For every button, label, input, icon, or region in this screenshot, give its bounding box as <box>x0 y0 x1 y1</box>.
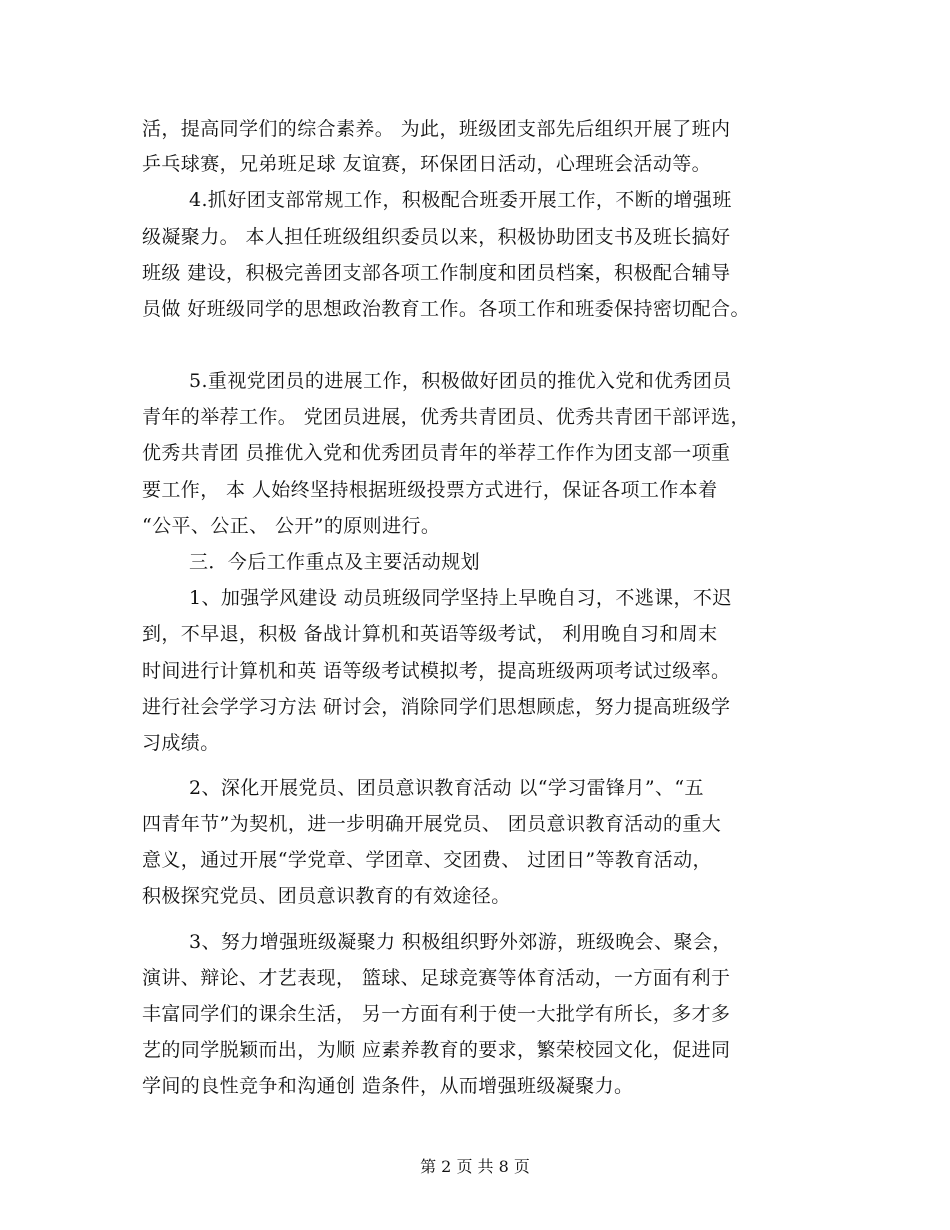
body-line: 到，不早退，积极 备战计算机和英语等级考试， 利用晚自习和周末 <box>142 623 718 645</box>
body-line: 艺的同学脱颖而出，为顺 应素养教育的要求，繁荣校园文化，促进同 <box>142 1039 731 1061</box>
body-line: 优秀共青团 员推优入党和优秀团员青年的举荐工作作为团支部一项重 <box>142 442 731 464</box>
body-line: 活，提高同学们的综合素养。 为此，班级团支部先后组织开展了班内 <box>142 118 731 140</box>
body-line: 进行社会学学习方法 研讨会，消除同学们思想顾虑，努力提高班级学 <box>142 696 731 718</box>
body-line: 4.抓好团支部常规工作，积极配合班委开展工作，不断的增强班 <box>189 189 732 211</box>
body-line: 员做 好班级同学的思想政治教育工作。各项工作和班委保持密切配合。 <box>142 298 750 320</box>
body-line: 乒乓球赛，兄弟班足球 友谊赛，环保团日活动，心理班会活动等。 <box>142 153 712 175</box>
body-line: 要工作， 本 人始终坚持根据班级投票方式进行，保证各项工作本着 <box>142 479 718 501</box>
body-line: 学间的良性竞争和沟通创 造条件，从而增强班级凝聚力。 <box>142 1075 634 1097</box>
page-number-footer: 第 2 页 共 8 页 <box>420 1157 530 1176</box>
body-line: 演讲、辩论、才艺表现， 篮球、足球竞赛等体育活动，一方面有利于 <box>142 967 731 989</box>
body-line: 积极探究党员、团员意识教育的有效途径。 <box>142 885 511 907</box>
body-line: 青年的举荐工作。 党团员进展，优秀共青团员、优秀共青团干部评选， <box>142 406 750 428</box>
body-line: “公平、公正、 公开”的原则进行。 <box>142 515 441 537</box>
body-line: 丰富同学们的课余生活， 另一方面有利于使一大批学有所长，多才多 <box>142 1003 731 1025</box>
body-line: 5.重视党团员的进展工作，积极做好团员的推优入党和优秀团员 <box>189 370 732 392</box>
body-line: 习成绩。 <box>142 732 220 754</box>
body-line: 时间进行计算机和英 语等级考试模拟考，提高班级两项考试过级率。 <box>142 660 731 682</box>
body-line: 2、深化开展党员、团员意识教育活动 以“学习雷锋月”、“五 <box>189 777 704 799</box>
body-line: 1、加强学风建设 动员班级同学坚持上早晚自习，不逃课，不迟 <box>189 587 732 609</box>
section-heading: 三．今后工作重点及主要活动规划 <box>189 551 481 573</box>
body-line: 班级 建设，积极完善团支部各项工作制度和团员档案，积极配合辅导 <box>142 262 731 284</box>
body-line: 四青年节”为契机，进一步明确开展党员、 团员意识教育活动的重大 <box>142 813 722 835</box>
body-line: 意义，通过开展“学党章、学团章、交团费、 过团日”等教育活动， <box>142 849 712 871</box>
body-line: 3、努力增强班级凝聚力 积极组织野外郊游，班级晚会、聚会， <box>189 931 732 953</box>
body-line: 级凝聚力。 本人担任班级组织委员以来，积极协助团支书及班长搞好 <box>142 226 731 248</box>
